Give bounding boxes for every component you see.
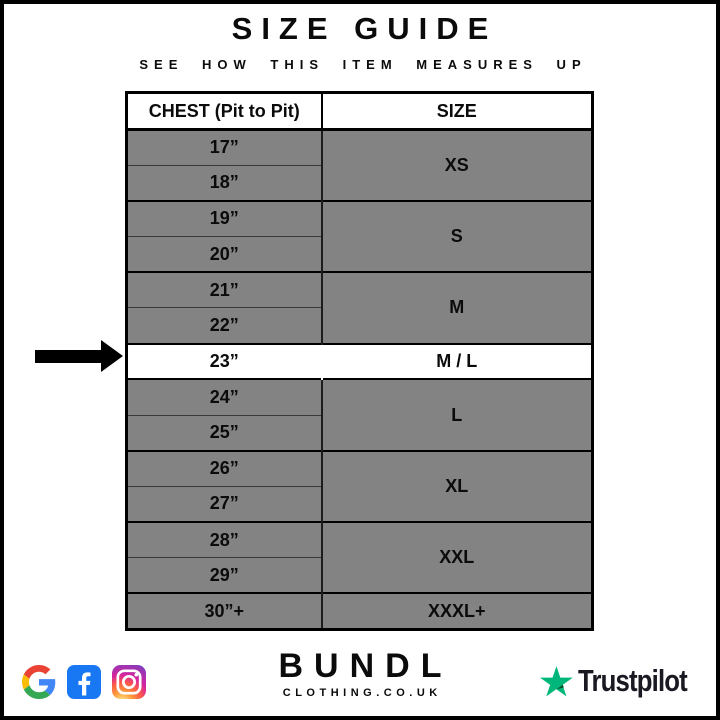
size-column-header: SIZE (322, 93, 593, 130)
google-icon[interactable] (22, 665, 56, 699)
size-cell: M / L (322, 344, 593, 380)
social-icons (22, 665, 146, 699)
table-row (127, 593, 593, 629)
chest-cell: 26” (127, 451, 322, 487)
size-cell: S (322, 201, 593, 272)
chest-cell: 29” (127, 558, 322, 594)
trustpilot-label: Trustpilot (578, 663, 687, 698)
arrow-shaft (35, 350, 102, 363)
chest-cell: 30”+ (127, 593, 322, 629)
table-row (127, 451, 593, 487)
size-table (125, 91, 594, 631)
instagram-icon[interactable] (112, 665, 146, 699)
chest-cell: 23” (127, 344, 322, 380)
brand-domain: CLOTHING.CO.UK (282, 687, 442, 699)
arrow-head (101, 340, 123, 372)
highlight-arrow-icon (35, 340, 123, 373)
table-row (127, 130, 593, 166)
size-cell: XXL (322, 522, 593, 593)
chest-cell: 28” (127, 522, 322, 558)
chest-cell: 25” (127, 415, 322, 451)
table-header-row (127, 93, 593, 130)
brand-name: BUNDL (278, 647, 453, 685)
chest-cell: 27” (127, 486, 322, 522)
table-row (127, 379, 593, 415)
table-row-highlighted (127, 344, 593, 380)
table-row (127, 272, 593, 308)
size-cell: XL (322, 451, 593, 522)
table-row (127, 522, 593, 558)
page-title: SIZE GUIDE (231, 11, 498, 46)
chest-cell: 19” (127, 201, 322, 237)
size-cell: XS (322, 130, 593, 201)
chest-cell: 17” (127, 130, 322, 166)
page-subtitle: SEE HOW THIS ITEM MEASURES UP (139, 57, 587, 72)
size-cell: M (322, 272, 593, 343)
trustpilot-logo[interactable] (540, 663, 709, 699)
table-row (127, 201, 593, 237)
chest-cell: 24” (127, 379, 322, 415)
facebook-icon[interactable] (67, 665, 101, 699)
chest-cell: 20” (127, 237, 322, 273)
size-cell: L (322, 379, 593, 450)
trustpilot-star-icon (540, 666, 573, 697)
chest-cell: 18” (127, 165, 322, 201)
chest-cell: 21” (127, 272, 322, 308)
size-table-body (127, 130, 593, 630)
bundl-logo (268, 647, 453, 699)
chest-cell: 22” (127, 308, 322, 344)
chest-column-header: CHEST (Pit to Pit) (127, 93, 322, 130)
size-cell: XXXL+ (322, 593, 593, 629)
